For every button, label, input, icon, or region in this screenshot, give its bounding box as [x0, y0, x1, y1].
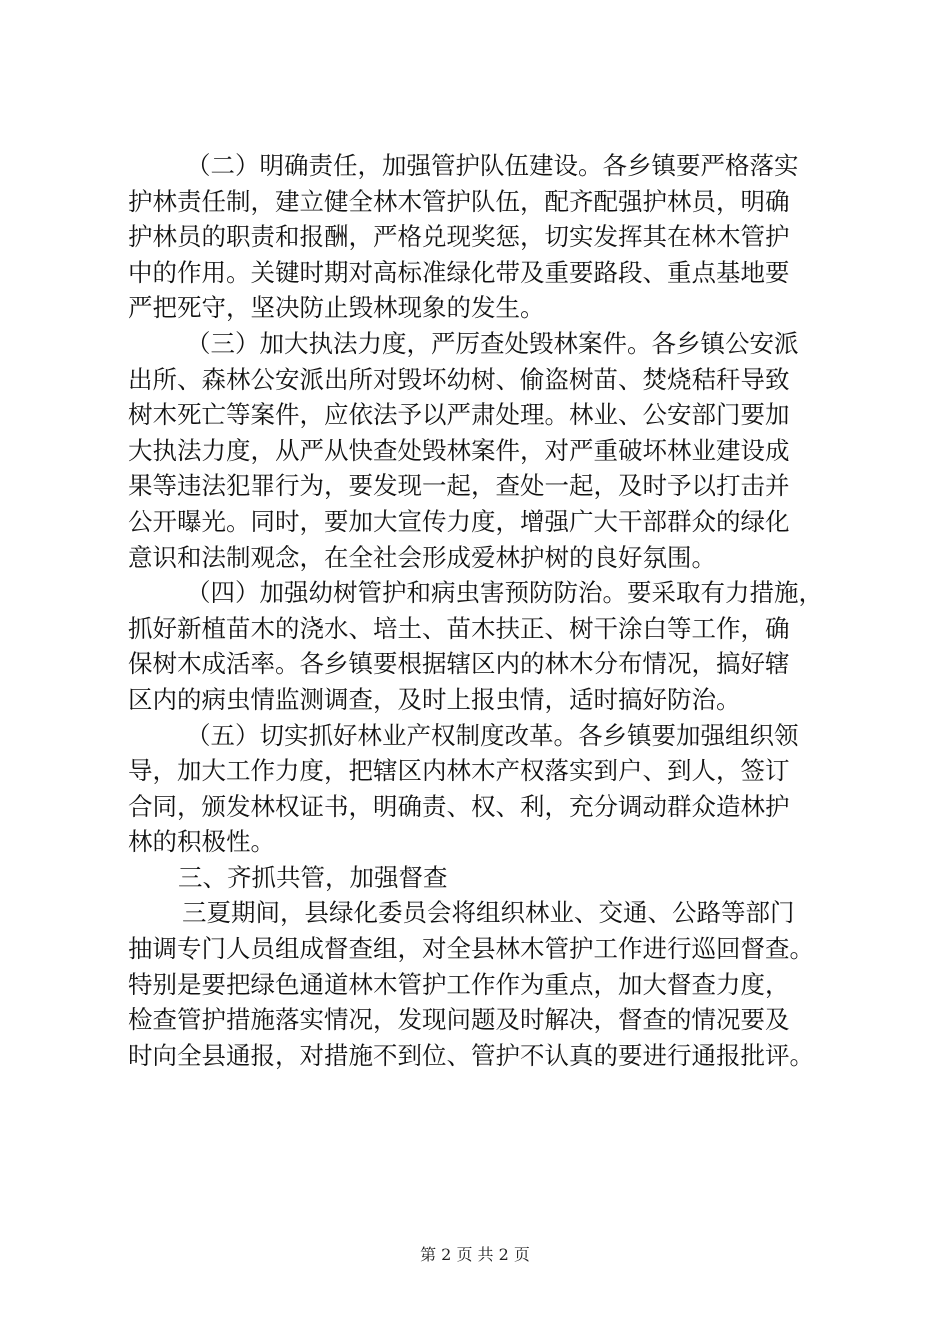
text-line: 果等违法犯罪行为，要发现一起，查处一起，及时予以打击并 — [128, 471, 790, 501]
document-body — [128, 148, 828, 1073]
paragraph-5-heading-line: （五）切实抓好林业产权制度改革。各乡镇要加强组织领 — [186, 720, 799, 750]
text-line: 特别是要把绿色通道林木管护工作作为重点，加大督查力度， — [128, 969, 790, 999]
section-3-heading: 三、齐抓共管，加强督查 — [178, 862, 448, 892]
section-3-paragraph-start: 三夏期间，县绿化委员会将组织林业、交通、公路等部门 — [182, 898, 795, 928]
text-line: 抽调专门人员组成督查组，对全县林木管护工作进行巡回督查。 — [128, 934, 814, 964]
text-line: 大执法力度，从严从快查处毁林案件，对严重破坏林业建设成 — [128, 435, 790, 465]
text-line: 合同，颁发林权证书，明确责、权、利，充分调动群众造林护 — [128, 791, 790, 821]
paragraph-3-heading-line: （三）加大执法力度，严厉查处毁林案件。各乡镇公安派 — [186, 328, 799, 358]
text-line: 检查管护措施落实情况，发现问题及时解决，督查的情况要及 — [128, 1005, 790, 1035]
text-line: 护林员的职责和报酬，严格兑现奖惩，切实发挥其在林木管护 — [128, 222, 790, 252]
page-number-footer: 第 2 页 共 2 页 — [420, 1245, 530, 1264]
text-line: 导，加大工作力度，把辖区内林木产权落实到户、到人，签订 — [128, 756, 790, 786]
text-line: 公开曝光。同时，要加大宣传力度，增强广大干部群众的绿化 — [128, 506, 790, 536]
paragraph-4-heading-line: （四）加强幼树管护和病虫害预防防治。要采取有力措施， — [186, 578, 823, 608]
text-line: 时向全县通报，对措施不到位、管护不认真的要进行通报批评。 — [128, 1040, 814, 1070]
text-line: 出所、森林公安派出所对毁坏幼树、偷盗树苗、焚烧秸秆导致 — [128, 364, 790, 394]
text-line: 保树木成活率。各乡镇要根据辖区内的林木分布情况，搞好辖 — [128, 649, 790, 679]
text-line: 区内的病虫情监测调查，及时上报虫情，适时搞好防治。 — [128, 684, 741, 714]
text-line: 严把死守，坚决防止毁林现象的发生。 — [128, 293, 545, 323]
text-line: 中的作用。关键时期对高标准绿化带及重要路段、重点基地要 — [128, 257, 790, 287]
text-line: 树木死亡等案件，应依法予以严肃处理。林业、公安部门要加 — [128, 400, 790, 430]
text-line: 抓好新植苗木的浇水、培土、苗木扶正、树干涂白等工作，确 — [128, 613, 790, 643]
text-line: 意识和法制观念，在全社会形成爱林护树的良好氛围。 — [128, 542, 716, 572]
text-line: 护林责任制，建立健全林木管护队伍，配齐配强护林员，明确 — [128, 186, 790, 216]
text-line: 林的积极性。 — [128, 827, 275, 857]
paragraph-2-heading-line: （二）明确责任，加强管护队伍建设。各乡镇要严格落实 — [186, 151, 799, 180]
